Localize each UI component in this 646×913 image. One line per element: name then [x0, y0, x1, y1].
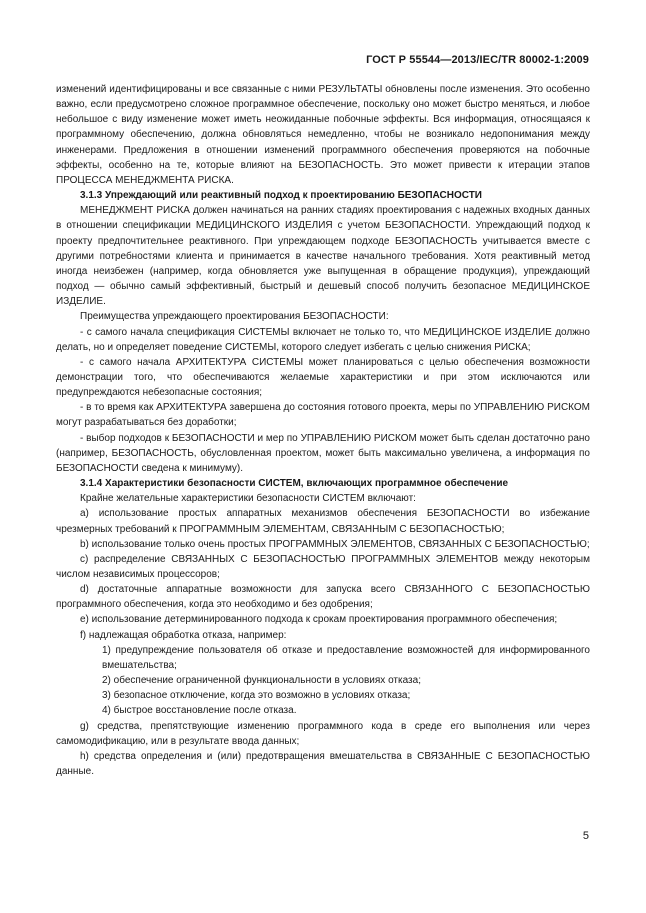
- list-item-e: e) использование детерминированного подхода к срокам проектирования программного обеспечения;: [80, 614, 558, 626]
- sub-item-f-4: 4) быстрое восстановление после отказа.: [102, 705, 297, 717]
- list-item-a: a) использование простых аппаратных механизмов обеспечения БЕЗОПАСНОСТИ во избежание чрезмерных требований к ПРОГРАММНЫМ ЭЛЕМЕНТАМ, СВЯЗАННЫМ С БЕЗОПАСНОСТЬЮ;: [56, 508, 590, 535]
- sub-item-f-1: 1) предупреждение пользователя об отказе и предоставление возможностей для информированного вмешательства;: [102, 644, 590, 671]
- list-item-dash-4: - выбор подходов к БЕЗОПАСНОСТИ и мер по УПРАВЛЕНИЮ РИСКОМ может быть сделан достаточно рано (например, БЕЗОПАСНОСТЬ, обусловленная проектом, может быть максимально увеличена, а информация по БЕЗОПАСНОСТИ сведена к минимуму).: [56, 432, 590, 474]
- list-item-d: d) достаточные аппаратные возможности для запуска всего СВЯЗАННОГО С БЕЗОПАСНОСТЬЮ программного обеспечения, когда это необходимо и без одобрения;: [56, 584, 590, 611]
- list-item-c: c) распределение СВЯЗАННЫХ С БЕЗОПАСНОСТЬЮ ПРОГРАММНЫХ ЭЛЕМЕНТОВ между некоторым числом независимых процессоров;: [56, 553, 590, 580]
- paragraph-change-control: изменений идентифицированы и все связанные с ними РЕЗУЛЬТАТЫ обновлены после изменения. Это особенно важно, если предусмотрено сложное программное обеспечение, поскольку оно может быстро меняться, и любое небольшое с виду изменение может иметь неожиданные побочные эффекты. Вся информация, относящаяся к программному обеспечению, должна обновляться немедленно, чтобы не возникало недопонимания между инженерами. Предложения в отношении изменений программного обеспечения проверяются на побочные эффекты, особенно на те, которые влияют на БЕЗОПАСНОСТЬ. Это может привести к итерации этапов ПРОЦЕССА МЕНЕДЖМЕНТА РИСКА.: [56, 84, 590, 186]
- sub-item-f-2: 2) обеспечение ограниченной функциональности в условиях отказа;: [102, 675, 421, 687]
- paragraph-risk-management: МЕНЕДЖМЕНТ РИСКА должен начинаться на ранних стадиях проектирования с надежных входных данных в отношении спецификации МЕДИЦИНСКОГО ИЗДЕЛИЯ с учетом БЕЗОПАСНОСТИ. Упреждающий подход к проекту предпочтительнее реактивного. При упреждающем подходе БЕЗОПАСНОСТЬ учитывается вместе с другими потребностями клиента и принимается в качестве начального требования. Хотя реактивный метод иногда неизбежен (например, когда обновляется уже выпущенная в обращение продукция), упреждающий подход — обычно самый эффективный, быстрый и дешевый способ получить безопасное МЕДИЦИНСКОЕ ИЗДЕЛИЕ.: [56, 205, 590, 308]
- sub-item-f-3: 3) безопасное отключение, когда это возможно в условиях отказа;: [102, 690, 411, 702]
- list-item-dash-3: - в то время как АРХИТЕКТУРА завершена до состояния готового проекта, меры по УПРАВЛЕНИЮ РИСКОМ могут разрабатываться без доработки;: [56, 402, 590, 429]
- document-id-header: ГОСТ Р 55544—2013/IEC/TR 80002-1:2009: [366, 54, 589, 66]
- list-item-h: h) средства определения и (или) предотвращения вмешательства в СВЯЗАННЫЕ С БЕЗОПАСНОСТЬЮ данные.: [56, 750, 590, 778]
- page-number: 5: [582, 830, 589, 842]
- body-text: [56, 82, 590, 779]
- list-item-dash-2: - с самого начала АРХИТЕКТУРА СИСТЕМЫ может планироваться с целью обеспечения возможности демонстрации того, что обеспечиваются желаемые характеристики и при этом исключаются или предупреждаются небезопасные состояния;: [56, 356, 590, 399]
- list-item-g: g) средства, препятствующие изменению программного кода в среде его выполнения или через самомодификацию, или в результате ввода данных;: [56, 720, 590, 747]
- section-heading-3-1-3: 3.1.3 Упреждающий или реактивный подход к проектированию БЕЗОПАСНОСТИ: [80, 190, 482, 202]
- list-item-b: b) использование только очень простых ПРОГРАММНЫХ ЭЛЕМЕНТОВ, СВЯЗАННЫХ С БЕЗОПАСНОСТЬЮ;: [80, 538, 590, 550]
- list-item-dash-1: - с самого начала спецификация СИСТЕМЫ включает не только то, что МЕДИЦИНСКОЕ ИЗДЕЛИЕ должно делать, но и определяет поведение СИСТЕМЫ, которого следует избегать с целью снижения РИСКА;: [56, 326, 590, 353]
- section-heading-3-1-4: 3.1.4 Характеристики безопасности СИСТЕМ, включающих программное обеспечение: [80, 478, 509, 490]
- paragraph-advantages-intro: Преимущества упреждающего проектирования БЕЗОПАСНОСТИ:: [80, 311, 389, 323]
- list-item-f: f) надлежащая обработка отказа, например:: [80, 629, 287, 641]
- paragraph-characteristics-intro: Крайне желательные характеристики безопасности СИСТЕМ включают:: [80, 493, 416, 505]
